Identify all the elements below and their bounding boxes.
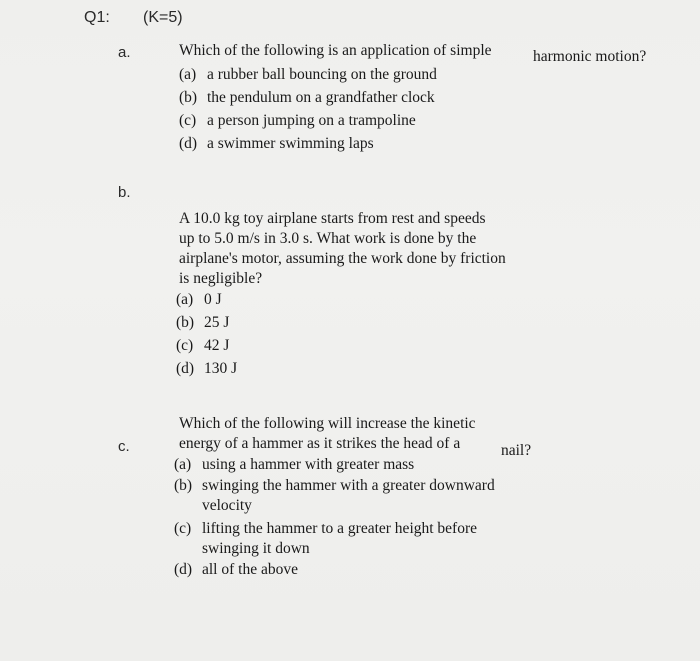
question-line: is negligible? [179, 270, 263, 287]
question-line: up to 5.0 m/s in 3.0 s. What work is done by the [179, 230, 477, 247]
option-label: (c) [176, 337, 194, 354]
option-label: (a) [176, 291, 194, 308]
part-a-option [179, 133, 437, 156]
option-text: a swimmer swimming laps [207, 135, 374, 152]
option-label: (d) [174, 561, 193, 578]
part-b-option [176, 312, 237, 335]
part-a-label: a. [118, 44, 131, 61]
option-text: a person jumping on a trampoline [207, 112, 416, 129]
option-text: 42 J [204, 337, 230, 354]
question-line: A 10.0 kg toy airplane starts from rest and speeds [179, 210, 486, 227]
question-line: airplane's motor, assuming the work done by friction [179, 250, 506, 267]
part-c-question-tail: nail? [501, 442, 532, 459]
option-text: swinging it down [202, 540, 310, 557]
part-c-option [174, 476, 495, 516]
part-a-option [179, 110, 437, 133]
part-c-question-line1: Which of the following will increase the kinetic [179, 415, 476, 432]
part-b-option [176, 335, 237, 358]
part-c-options [174, 455, 495, 580]
part-b-options [176, 289, 237, 381]
option-text: velocity [202, 497, 252, 514]
part-b-label: b. [118, 184, 131, 201]
option-text: 25 J [204, 314, 230, 331]
option-text: lifting the hammer to a greater height before [202, 520, 478, 537]
part-a-option [179, 87, 437, 110]
option-label: (a) [179, 66, 197, 83]
part-c-option [174, 560, 495, 580]
part-b-option [176, 358, 237, 381]
option-label: (b) [179, 89, 198, 106]
option-label: (a) [174, 456, 192, 473]
option-label: (d) [179, 135, 198, 152]
option-text: swinging the hammer with a greater downward [202, 477, 495, 494]
part-b-option [176, 289, 237, 312]
part-a-question-tail: harmonic motion? [533, 48, 647, 65]
option-label: (b) [174, 477, 193, 494]
part-c-label: c. [118, 438, 130, 455]
option-text: 130 J [204, 360, 238, 377]
option-text: using a hammer with greater mass [202, 456, 415, 473]
option-label: (b) [176, 314, 195, 331]
part-c-question-line2: energy of a hammer as it strikes the head of a [179, 435, 461, 452]
question-number: Q1: [84, 9, 110, 26]
option-text: 0 J [204, 291, 222, 308]
option-text: a rubber ball bouncing on the ground [207, 66, 437, 83]
option-label: (c) [174, 520, 192, 537]
option-text: the pendulum on a grandfather clock [207, 89, 435, 106]
part-a-question: Which of the following is an application of simple [179, 42, 492, 59]
option-label: (d) [176, 360, 195, 377]
part-c-option [174, 519, 495, 559]
option-label: (c) [179, 112, 197, 129]
k-value: (K=5) [143, 9, 183, 26]
part-b-question [179, 209, 506, 289]
part-a-option [179, 64, 437, 87]
option-text: all of the above [202, 561, 298, 578]
part-c-option [174, 455, 495, 475]
part-a-options [179, 64, 437, 156]
